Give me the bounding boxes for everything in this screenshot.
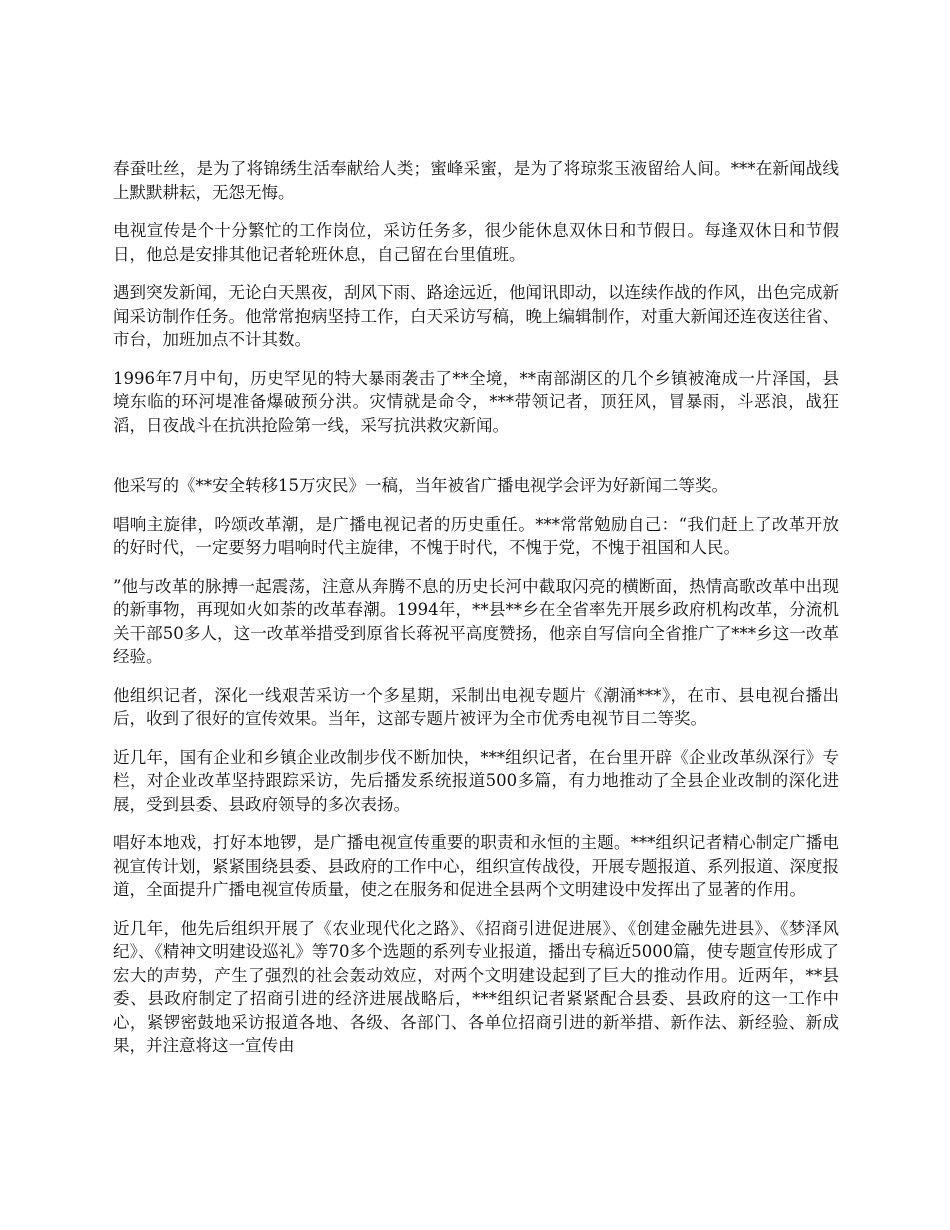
paragraph-4: 1996年7月中旬，历史罕见的特大暴雨袭击了**全境，**南部湖区的几个乡镇被淹成一片泽国，县境东临的环河堤准备爆破预分洪。灾情就是命令，***带领记者，顶狂风，冒暴雨，斗恶浪，战狂滔，日夜战斗在抗洪抢险第一线，采写抗洪救灾新闻。 bbox=[113, 368, 839, 435]
paragraph-1: 春蚕吐丝，是为了将锦绣生活奉献给人类；蜜峰采蜜，是为了将琼浆玉液留给人间。***在新闻战线上默默耕耘，无怨无悔。 bbox=[113, 159, 839, 202]
paragraph-6: 唱响主旋律，吟颂改革潮，是广播电视记者的历史重任。***常常勉励自己：“我们赶上了改革开放的好时代，一定要努力唱响时代主旋律，不愧于时代，不愧于党，不愧于祖国和人民。 bbox=[113, 514, 839, 557]
paragraph-3: 遇到突发新闻，无论白天黑夜，刮风下雨、路途远近，他闻讯即动，以连续作战的作风，出色完成新闻采访制作任务。他常常抱病坚持工作，白天采访写稿，晚上编辑制作，对重大新闻还连夜送往省、市台，加班加点不计其数。 bbox=[113, 283, 839, 349]
paragraph-5: 他采写的《**安全转移15万灾民》一稿，当年被省广播电视学会评为好新闻二等奖。 bbox=[113, 476, 728, 495]
paragraph-7: ”他与改革的脉搏一起震荡，注意从奔腾不息的历史长河中截取闪亮的横断面，热情高歌改革中出现的新事物，再现如火如荼的改革春潮。1994年，**县**乡在全省率先开展乡政府机构改革，分流机关干部50多人，这一改革举措受到原省长蒋祝平高度赞扬，他亲自写信向全省推广了***乡这一改革经验。 bbox=[113, 576, 839, 666]
paragraph-9: 近几年，国有企业和乡镇企业改制步伐不断加快，***组织记者，在台里开辟《企业改革纵深行》专栏，对企业改革坚持跟踪采访，先后播发系统报道500多篇，有力地推动了全县企业改制的深化进展，受到县委、县政府领导的多次表扬。 bbox=[113, 747, 839, 814]
paragraph-8: 他组织记者，深化一线艰苦采访一个多星期，采制出电视专题片《潮涌***》，在市、县电视台播出后，收到了很好的宣传效果。当年，这部专题片被评为全市优秀电视节目二等奖。 bbox=[113, 685, 839, 728]
paragraph-2: 电视宣传是个十分繁忙的工作岗位，采访任务多，很少能休息双休日和节假日。每逢双休日和节假日，他总是安排其他记者轮班休息，自己留在台里值班。 bbox=[113, 221, 839, 264]
paragraph-10: 唱好本地戏，打好本地锣，是广播电视宣传重要的职责和永恒的主题。***组织记者精心制定广播电视宣传计划，紧紧围绕县委、县政府的工作中心，组织宣传战役，开展专题报道、系列报道、深度报道，全面提升广播电视宣传质量，使之在服务和促进全县两个文明建设中发挥出了显著的作用。 bbox=[113, 833, 839, 899]
document-body bbox=[113, 157, 839, 1073]
paragraph-11: 近几年，他先后组织开展了《农业现代化之路》、《招商引进促进展》、《创建金融先进县》、《梦泽风纪》、《精神文明建设巡礼》等70多个选题的系列专业报道，播出专稿近5000篇，使专题宣传形成了宏大的声势，产生了强烈的社会轰动效应，对两个文明建设起到了巨大的推动作用。近两年，**县委、县政府制定了招商引进的经济进展战略后，***组织记者紧紧配合县委、县政府的这一工作中心，紧锣密鼓地采访报道各地、各级、各部门、各单位招商引进的新举措、新作法、新经验、新成果，并注意将这一宣传由 bbox=[113, 918, 839, 1055]
